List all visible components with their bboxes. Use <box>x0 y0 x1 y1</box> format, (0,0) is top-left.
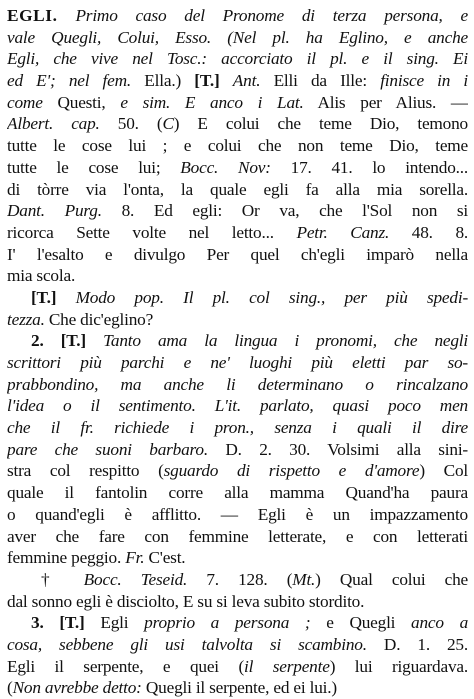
citation: Dant. Purg. <box>7 201 102 221</box>
sense-number: 2. <box>31 331 44 351</box>
roman-text: e Quegli <box>326 613 396 633</box>
text-line: quale il fantolin corre alla mamma Quand'ha paura <box>7 483 468 503</box>
citation: Bocc. Teseid. <box>83 569 188 589</box>
text-line: o quand'egli è afflitto. — Egli è un impazzamento <box>7 504 468 524</box>
text-line <box>7 5 468 27</box>
roman-text: Questi, <box>57 92 106 112</box>
roman-text: ) E colui che teme Dio, temono <box>173 114 468 134</box>
italic-text: C <box>162 114 174 134</box>
headword: EGLI. <box>7 6 58 25</box>
text-line <box>7 222 468 244</box>
roman-text: ) Col <box>419 461 468 481</box>
text-line: scrittori più parchi e ne' luoghi più eletti par so- <box>7 353 468 372</box>
text-line: tutte le cose lui ; e colui che non teme Dio, teme <box>7 136 468 156</box>
roman-text: ) Qual colui che <box>315 569 468 589</box>
italic-text: e sim. E anco i Lat. <box>120 92 304 112</box>
text-line: di tòrre via l'onta, la quale egli fa alla mia sorella. <box>7 179 468 199</box>
roman-text: 48. 8. <box>411 222 468 242</box>
entry-egli-sense-1b <box>7 287 468 330</box>
text-line <box>7 612 468 634</box>
italic-text: finisce in i <box>380 71 468 91</box>
italic-text: Ant. <box>232 71 261 91</box>
citation: Bocc. Nov: <box>180 157 271 177</box>
italic-text: tezza. <box>7 309 45 329</box>
text-line: che il fr. richiede i pron., senza i quali il dire <box>7 418 468 438</box>
italic-text: anco a <box>411 613 468 633</box>
roman-text: 8. Ed egli: Or va, che l'Sol non si <box>121 201 468 221</box>
roman-text: Quegli il serpente, ed ei lui.) <box>145 678 337 698</box>
italic-text: cosa, sebbene gli usi talvolta si scambino. <box>7 634 367 654</box>
roman-text: stra col respitto ( <box>7 461 164 481</box>
tag-marker: [T.] <box>194 71 220 91</box>
text-line: dal sonno egli è disciolto, E su si leva subito stordito. <box>7 591 365 611</box>
roman-text: Alis per Alius. — <box>317 92 468 112</box>
text-line <box>7 460 468 482</box>
text-line <box>7 113 468 135</box>
roman-text: C'est. <box>148 548 186 568</box>
italic-text: sguardo di rispetto e d'amore <box>163 461 420 481</box>
italic-text: pare che suoni barbaro. <box>7 439 208 459</box>
sense-number: 3. <box>31 613 44 633</box>
entry-egli-sense-2 <box>7 330 468 612</box>
tag-marker: [T.] <box>60 331 86 351</box>
text-line <box>7 330 468 352</box>
definition-text: Primo caso del Pronome di terza persona, e <box>75 6 468 25</box>
text-line: l'idea o il sentimento. L'it. parlato, quasi poco men <box>7 396 468 416</box>
entry-egli-sense-3 <box>7 612 468 699</box>
example-text: Che dic'eglino? <box>48 309 154 329</box>
text-line <box>7 569 468 591</box>
roman-text: femmine peggio. <box>7 548 122 568</box>
roman-text: Elli da Ille: <box>273 71 367 91</box>
italic-text: Modo pop. Il pl. col sing., per più spedi- <box>75 287 468 307</box>
text-line <box>7 157 468 179</box>
entry-egli-sense-1 <box>7 5 468 287</box>
citation: Petr. Canz. <box>296 222 390 242</box>
text-line: I' l'esalto e divulgo Per quel ch'egli imparò nella <box>7 244 468 264</box>
text-line <box>7 92 468 114</box>
text-line <box>7 547 468 569</box>
italic-text: come <box>7 92 43 112</box>
roman-text: Ella.) <box>144 71 182 91</box>
text-line <box>7 656 468 678</box>
text-line <box>7 309 468 331</box>
roman-text: D. 2. 30. Volsimi alla sini- <box>225 439 468 459</box>
italic-text: il serpente <box>244 656 330 676</box>
italic-text: nel fem. <box>68 71 132 91</box>
italic-text: proprio a persona ; <box>144 613 311 633</box>
roman-text: tutte le cose lui; <box>7 157 161 177</box>
text-line <box>7 200 468 222</box>
text-line: Egli, che vive nel Tosc.: accorciato il pl. e il sing. Ei <box>7 49 468 69</box>
text-line: mia scola. <box>7 266 76 286</box>
tag-marker: [T.] <box>59 613 85 633</box>
roman-text: Egli <box>100 613 129 633</box>
text-line: vale Quegli, Colui, Esso. (Nel pl. ha Eglino, e anche <box>7 27 468 47</box>
roman-text: ( <box>7 678 13 698</box>
italic-text: Tanto ama la lingua i pronomi, che negli <box>103 331 468 351</box>
dagger-mark: † <box>41 569 84 589</box>
tag-marker: [T.] <box>31 287 57 307</box>
roman-text: 50. ( <box>117 114 163 134</box>
italic-text: Fr. <box>125 548 145 568</box>
roman-text: 17. 41. lo intendo... <box>290 157 468 177</box>
citation: Albert. cap. <box>7 114 100 134</box>
italic-text: Non avrebbe detto: <box>12 678 142 698</box>
roman-text: ) lui riguardava. <box>329 656 468 676</box>
roman-text: ricorca Sette volte nel letto... <box>7 222 274 242</box>
text-line: aver che fare con femmine letterate, e con letterati <box>7 526 468 546</box>
text-line: prabbondino, ma anche li determinano o rincalzano <box>7 374 468 394</box>
roman-text: 7. 128. ( <box>206 569 293 589</box>
text-line <box>7 70 468 92</box>
text-line <box>7 439 468 461</box>
italic-text: ed E'; <box>7 71 56 91</box>
text-line <box>7 634 468 656</box>
text-line <box>7 287 468 309</box>
roman-text: Egli il serpente, e quei ( <box>7 656 244 676</box>
roman-text: D. 1. 25. <box>383 634 468 654</box>
italic-text: Mt. <box>292 569 316 589</box>
